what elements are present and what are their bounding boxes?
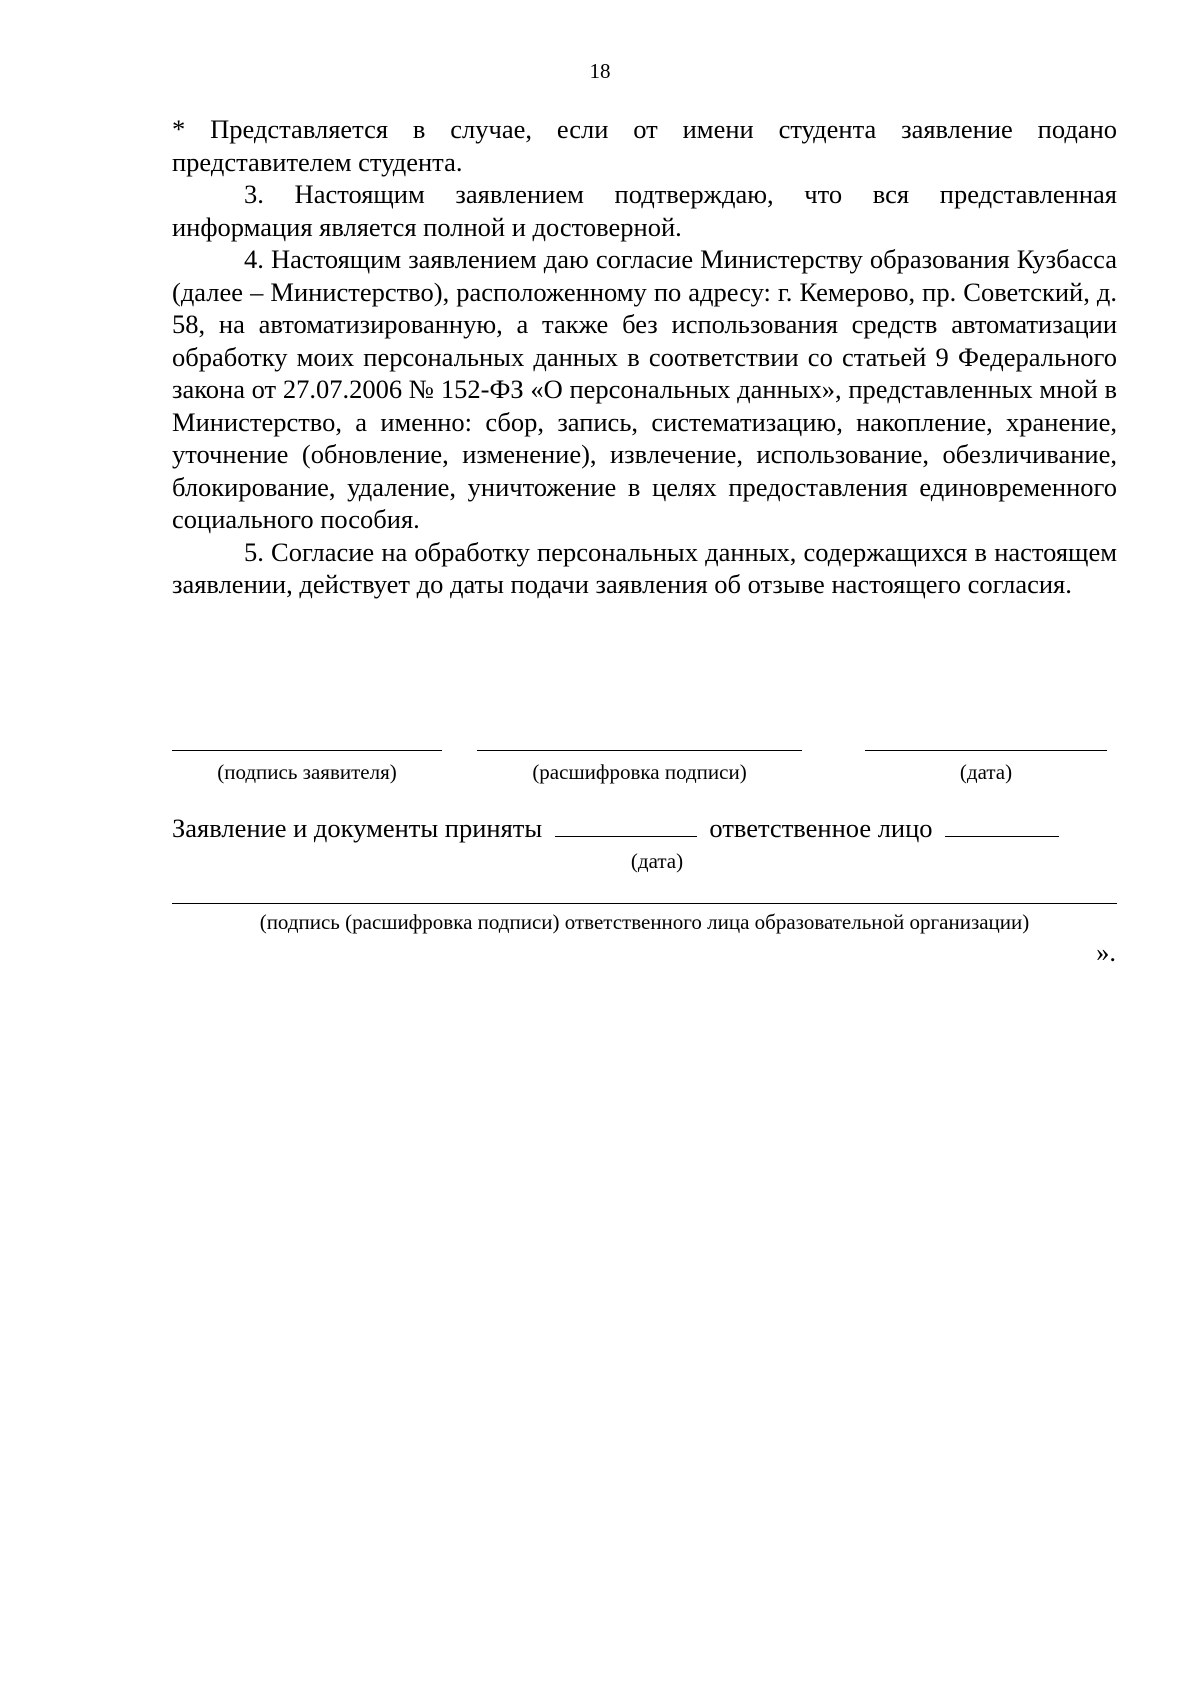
date-field [865,750,1107,785]
signature-row [172,750,1117,810]
closing-quote: ». [1096,937,1116,967]
page-number: 18 [589,59,611,83]
date-line [865,750,1107,751]
document-body [172,113,1117,601]
responsible-label: ответственное лицо [709,813,933,843]
paragraph-4: 4. Настоящим заявлением даю согласие Министерству образования Кузбасса (далее – Министерство), расположенному по адресу: г. Кемерово, пр. Советский, д. 58, на автоматизированную, а также без использования средств автоматизации обработку моих персональных данных в соответствии со статьей 9 Федерального закона от 27.07.2006 № 152-ФЗ «О персональных данных», представленных мной в Министерство, а именно: сбор, запись, систематизацию, накопление, хранение, уточнение (обновление, изменение), извлечение, использование, обезличивание, блокирование, удаление, уничтожение в целях предоставления единовременного социального пособия. [172,244,1117,534]
acceptance-date-line [555,814,697,837]
footnote-paragraph: * Представляется в случае, если от имени студента заявление подано представителем студента. [172,114,1117,177]
responsible-signature-line [945,814,1059,837]
applicant-signature-field [172,750,442,785]
signature-transcript-caption: (расшифровка подписи) [532,760,747,784]
signature-transcript-line [477,750,802,751]
acceptance-text: Заявление и документы приняты [172,813,543,843]
paragraph-3: 3. Настоящим заявлением подтверждаю, что вся представленная информация является полной и достоверной. [172,179,1117,242]
acceptance-row [172,812,1117,844]
date-caption: (дата) [959,760,1013,784]
applicant-signature-line [172,750,442,751]
org-signature-caption: (подпись (расшифровка подписи) ответственного лица образовательной организации) [259,910,1030,934]
signature-transcript-field [477,750,802,785]
paragraph-5: 5. Согласие на обработку персональных данных, содержащихся в настоящем заявлении, действует до даты подачи заявления об отзыве настоящего согласия. [172,536,1117,599]
org-signature-line [172,903,1117,904]
applicant-signature-caption: (подпись заявителя) [217,760,397,784]
acceptance-date-caption: (дата) [630,849,684,873]
